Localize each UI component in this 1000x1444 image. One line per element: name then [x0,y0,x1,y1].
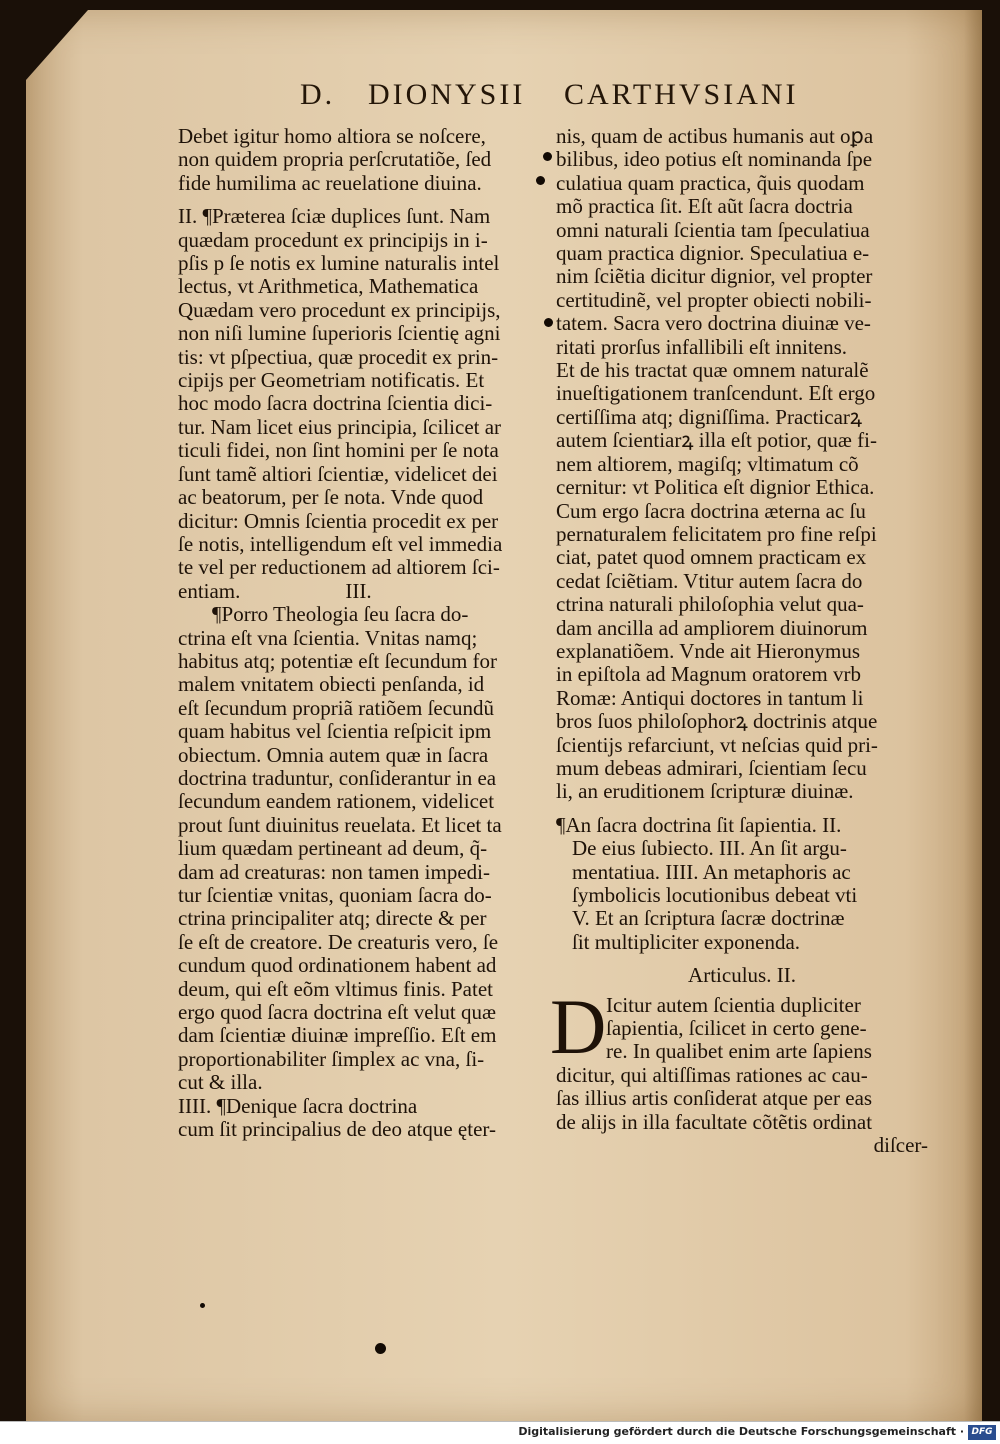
question-line: ſymbolicis locutionibus debeat vti [572,884,858,907]
text-line: quædam procedunt ex principijs in i- [178,228,488,252]
text-line: Icitur autem ſcientia dupliciter [606,993,861,1017]
text-line: prout ſunt diuinitus reuelata. Et licet ta [178,813,502,837]
text-line: certitudinẽ, vel propter obiecti nobili- [556,288,872,312]
running-head-surname: CARTHVSIANI [564,78,799,111]
text-line: dam ancilla ad ampliorem diuinorum [556,616,868,640]
question-line: mentatiua. IIII. An metaphoris ac [572,860,851,884]
ink-dot [544,318,553,327]
text-line: ergo quod ſacra doctrina eſt velut quæ [178,1001,497,1025]
text-line: bros ſuos philoſophorꝝ doctrinis atque [556,710,878,734]
text-line: ritati prorſus infallibili eſt innitens. [556,335,848,359]
text-line: ſapientia, ſcilicet in certo gene- [606,1017,867,1041]
text-line: cut & illa. [178,1071,263,1095]
catchword: diſcer- [873,1134,928,1158]
ink-dot [536,176,545,185]
text-line: Romæ: Antiqui doctores in tantum li [556,686,864,710]
text-line: quam practica dignior. Speculatiua e- [556,242,870,266]
text-line: quam habitus vel ſcientia reſpicit ipm [178,720,492,744]
text-line: te vel per reductionem ad altiorem ſci- [178,556,500,580]
footer-bar [0,1421,1000,1444]
text-line: non niſi lumine ſuperioris ſcientię agni [178,322,501,346]
ink-dot [375,1343,386,1354]
text-line: doctrina traduntur, conſiderantur in ea [178,766,497,790]
text-line: dam ſcientiæ diuinæ impreſſio. Eſt em [178,1024,497,1048]
left-text-column [178,125,546,1141]
text-line: eſt ſecundum propriã ratiõem ſecundũ [178,696,495,720]
text-line: nem altiorem, magiſq; vltimatum cõ [556,452,859,476]
text-line: cernitur: vt Politica eſt dignior Ethica. [556,476,875,500]
text-line: nim ſciẽtia dicitur dignior, vel propter [556,265,873,289]
text-line: li, an eruditionem ſcripturæ diuinæ. [556,780,854,804]
text-line: cum ſit principalius de deo atque ęter- [178,1118,496,1142]
text-line: ſe notis, intelligendum eſt vel immedia [178,532,503,556]
text-line: tis: vt pſpectiua, quæ procedit ex prin- [178,345,499,369]
text-line: re. In qualibet enim arte ſapiens [606,1040,872,1064]
text-line: ſunt tamẽ altiori ſcientiæ, videlicet dei [178,462,498,486]
text-line: pernaturalem felicitatem pro fine reſpi [556,522,877,546]
text-line: ticuli fidei, non ſint homini per ſe nota [178,439,499,463]
text-line: ctrina eſt vna ſcientia. Vnitas namq; [178,626,478,650]
paragraph-gap [556,954,928,964]
funding-notice: Digitalisierung gefördert durch die Deutsche Forschungsgemeinschaft · [518,1425,964,1438]
ink-dot [543,152,552,161]
text-line: ſcientijs refarciunt, vt neſcias quid pri- [556,733,878,757]
ink-dot [200,1303,205,1308]
text-line: non quidem propria perſcrutatiõe, ſed [178,148,492,172]
question-line: De eius ſubiecto. III. An ſit argu- [572,837,847,861]
text-line: cundum quod ordinationem habent ad [178,954,497,978]
text-line: cipijs per Geometriam notificatis. Et [178,369,485,393]
text-line: entiam. III. [178,579,372,603]
text-line: pſis p ſe notis ex lumine naturalis intel [178,252,500,276]
right-text-column [550,125,928,1158]
text-line: ſe eſt de creatore. De creaturis vero, ſe [178,930,499,954]
text-line: Debet igitur homo altiora se noſcere, [178,125,486,148]
text-line: IIII. ¶Denique ſacra doctrina [178,1094,418,1118]
text-line: certiſſima atq; digniſſima. Practicarꝝ [556,405,863,429]
text-line: mum debeas admirari, ſcientiam ſecu [556,756,867,780]
article-heading: Articulus. II. [688,964,796,988]
text-line: dicitur, qui altiſſimas rationes ac cau- [556,1063,868,1087]
text-line: in epiſtola ad Magnum oratorem vrb [556,663,862,687]
question-line: ¶An ſacra doctrina ſit ſapientia. II. [556,813,842,837]
text-line: lectus, vt Arithmetica, Mathematica [178,275,479,299]
dfg-logo: DFG [968,1425,996,1440]
text-line: tur ſcientiæ vnitas, quoniam ſacra do- [178,884,492,907]
text-line: habitus atq; potentiæ eſt ſecundum for [178,649,498,673]
text-line: dicitur: Omnis ſcientia procedit ex per [178,509,499,533]
text-line: bilibus, ideo potius eſt nominanda ſpe [556,148,873,172]
running-head-letter: D. [300,78,336,111]
text-line: explanatiõem. Vnde ait Hieronymus [556,639,861,663]
text-line: tur. Nam licet eius principia, ſcilicet ar [178,415,502,439]
text-line: Cum ergo ſacra doctrina æterna ac ſu [556,499,866,523]
text-line: obiectum. Omnia autem quæ in ſacra [178,743,489,767]
question-list [556,814,928,954]
question-line: ſit multipliciter exponenda. [572,930,801,954]
text-line: de alijs in illa facultate cõtẽtis ordinat [556,1110,873,1134]
text-line: ctrina principaliter atq; directe & per [178,907,487,931]
text-line: II. ¶Præterea ſciæ duplices ſunt. Nam [178,205,491,229]
text-line: ctrina naturali philoſophia velut qua- [556,593,864,617]
text-line: malem vnitatem obiecti penſanda, id [178,673,485,697]
running-head-name: DIONYSII [368,78,526,111]
text-line: omni naturali ſcientia tam ſpeculatiua [556,218,870,242]
paragraph-gap [556,804,928,814]
text-line: deum, qui eſt eõm vltimus finis. Patet [178,977,493,1001]
text-line: fide humilima ac reuelatione diuina. [178,171,482,195]
article-body [550,982,928,1158]
text-line: culatiua quam practica, q̃uis quodam [556,171,865,195]
text-line: ¶Porro Theologia ſeu ſacra do- [212,603,469,627]
text-line: hoc modo ſacra doctrina ſcientia dici- [178,392,493,416]
text-line: ac beatorum, per ſe nota. Vnde quod [178,486,484,510]
text-line: lium quædam pertineant ad deum, q̃- [178,837,488,861]
text-line: dam ad creaturas: non tamen impedi- [178,860,490,884]
text-line: ſecundum eandem rationem, videlicet [178,790,495,814]
text-line: nis, quam de actibus humanis aut oꝑa [556,125,874,148]
text-line: Quædam vero procedunt ex principijs, [178,298,501,322]
text-line: inueſtigationem tranſcendunt. Eſt ergo [556,382,876,406]
text-line: tatem. Sacra vero doctrina diuinæ ve- [556,312,871,336]
text-line: cedat ſciẽtiam. Vtitur autem ſacra do [556,569,863,593]
text-line: autem ſcientiarꝝ illa eſt potior, quæ fi- [556,429,877,453]
running-head [300,78,820,114]
text-line: proportionabiliter ſimplex ac vna, ſi- [178,1047,485,1071]
text-line: Et de his tractat quæ omnem naturalẽ [556,359,869,383]
text-line: mõ practica ſit. Eſt aũt ſacra doctria [556,195,853,219]
text-line: ciat, patet quod omnem practicam ex [556,546,867,570]
decorated-initial: D [550,982,607,1070]
text-line: ſas illius artis conſiderat atque per eas [556,1087,873,1111]
paragraph-gap [178,195,546,205]
question-line: V. Et an ſcriptura ſacræ doctrinæ [572,907,845,931]
